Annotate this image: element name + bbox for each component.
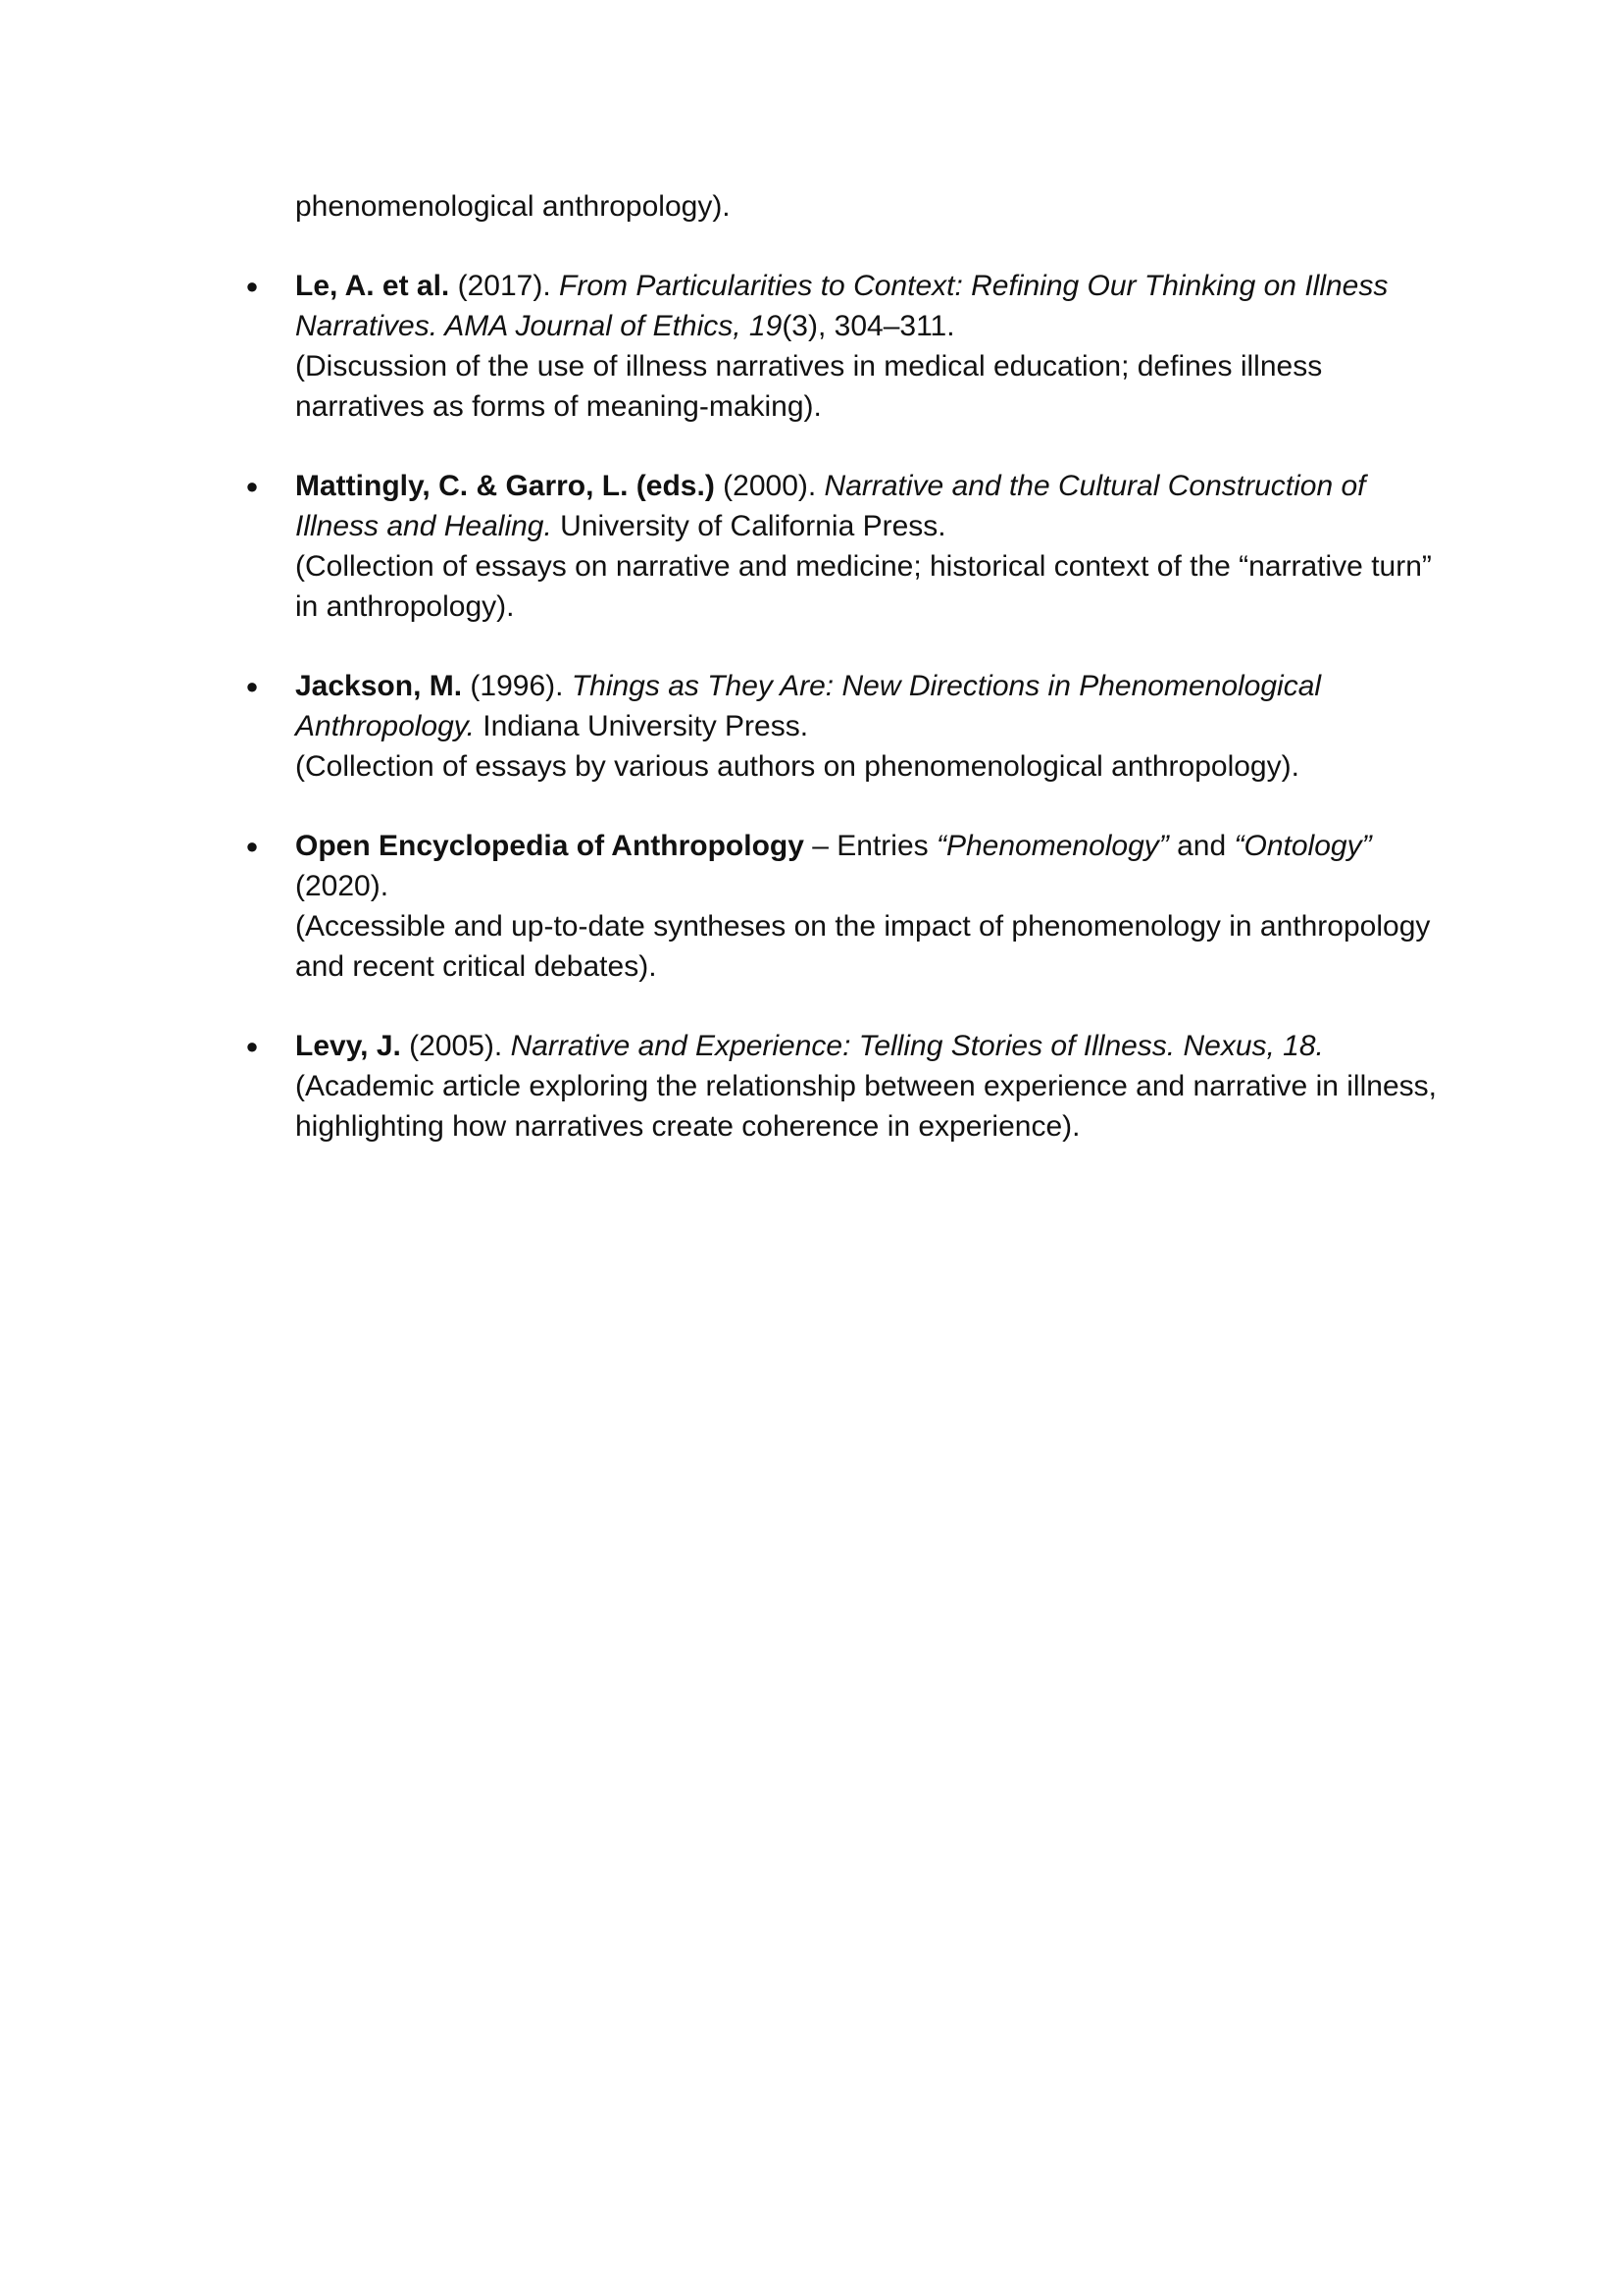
reference-author: Levy, J. [295, 1030, 401, 1062]
bullet-icon: ● [245, 834, 259, 858]
reference-details: (3), 304–311. [782, 310, 955, 342]
reference-title: Narrative and the Cultural Construction of Illness and Healing. [295, 470, 1366, 542]
reference-title: From Particularities to Context: Refining Our Thinking on Illness Narratives. AMA Journal of Ethics, 19 [295, 270, 1389, 342]
reference-title: Narrative and Experience: Telling Stories of Illness. Nexus, 18. [510, 1030, 1324, 1062]
reference-year: (2005). [400, 1030, 511, 1062]
bullet-icon: ● [245, 274, 259, 298]
reference-entry-phenomenology: “Phenomenology” [936, 830, 1169, 862]
reference-entry-levy [245, 1026, 1439, 1147]
reference-list [242, 186, 1439, 1186]
reference-title: Things as They Are: New Directions in Phenomenological Anthropology. [295, 670, 1322, 742]
reference-publisher: University of California Press. [551, 510, 946, 542]
bullet-icon: ● [245, 674, 259, 698]
reference-entry-mattingly [245, 466, 1439, 627]
reference-year: (1996). [462, 670, 572, 702]
reference-note: (Collection of essays on narrative and medicine; historical context of the “narrative turn” in anthropology). [295, 550, 1432, 623]
reference-author: Mattingly, C. & Garro, L. (eds.) [295, 470, 715, 502]
continuation-text: phenomenological anthropology). [295, 190, 731, 223]
reference-note: (Discussion of the use of illness narratives in medical education; defines illness narratives as forms of meaning-making). [295, 350, 1323, 423]
reference-note: (Accessible and up-to-date syntheses on the impact of phenomenology in anthropology and recent critical debates). [295, 910, 1431, 983]
reference-year: (2017). [449, 270, 559, 302]
reference-entry-ontology: “Ontology” [1234, 830, 1372, 862]
reference-entry-le [245, 266, 1439, 427]
reference-author: Open Encyclopedia of Anthropology [295, 830, 804, 862]
reference-note: (Collection of essays by various authors on phenomenological anthropology). [295, 750, 1299, 783]
reference-note: (Academic article exploring the relationship between experience and narrative in illness, highlighting how narratives create coherence in experience). [295, 1070, 1437, 1143]
reference-and-text: and [1168, 830, 1235, 862]
bullet-icon: ● [245, 474, 259, 498]
reference-entries-text: – Entries [803, 830, 937, 862]
reference-year: (2000). [714, 470, 825, 502]
reference-entry-jackson [245, 666, 1439, 787]
reference-publisher: Indiana University Press. [474, 710, 809, 742]
reference-entry-open-encyclopedia [245, 826, 1439, 987]
bullet-icon: ● [245, 1034, 259, 1058]
reference-author: Le, A. et al. [295, 270, 450, 302]
reference-author: Jackson, M. [295, 670, 463, 702]
reference-year: (2020). [295, 870, 389, 902]
